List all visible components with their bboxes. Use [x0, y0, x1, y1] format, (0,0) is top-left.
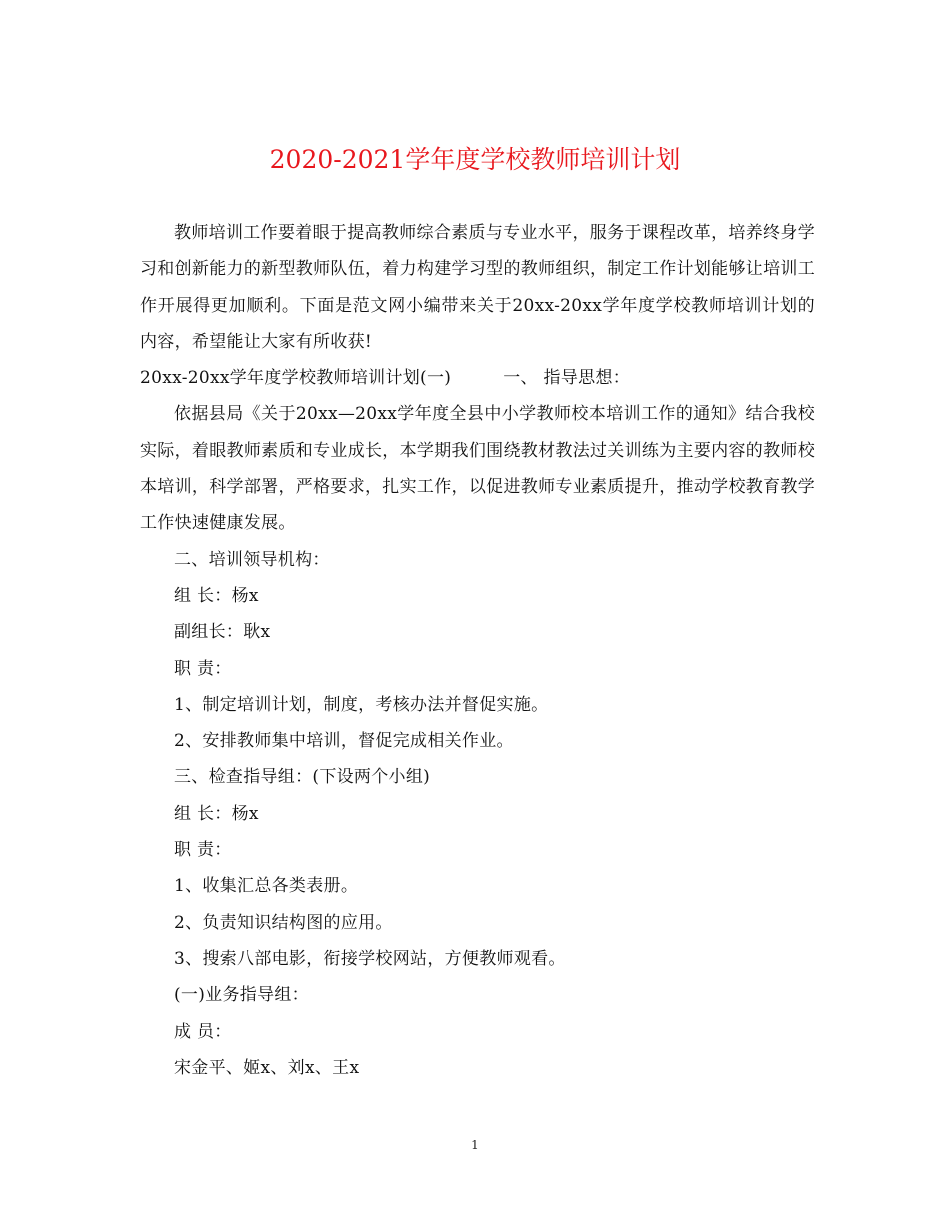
- inspection-heading: 三、检查指导组：(下设两个小组): [174, 767, 431, 788]
- inspection-duty-item: 2、负责知识结构图的应用。: [174, 912, 393, 933]
- guiding-heading: 一、 指导思想：: [503, 368, 631, 389]
- document-title: 2020-2021学年度学校教师培训计划: [269, 145, 681, 174]
- section-heading: 20xx-20xx学年度学校教师培训计划(一): [140, 368, 452, 389]
- duties-label: 职 责：: [174, 840, 232, 861]
- leadership-heading: 二、培训领导机构：: [174, 549, 330, 570]
- inspection-duty-item: 3、搜索八部电影，衔接学校网站，方便教师观看。: [174, 948, 566, 969]
- business-group-heading: (一)业务指导组：: [174, 985, 309, 1006]
- deputy-line: 副组长：耿x: [174, 622, 271, 643]
- inspection-leader-line: 组 长：杨x: [174, 803, 259, 824]
- section-heading-line: [140, 360, 815, 396]
- inspection-duty-item: 1、收集汇总各类表册。: [174, 876, 359, 897]
- duties-label: 职 责：: [174, 658, 232, 679]
- members-list: 宋金平、姬x、刘x、王x: [174, 1057, 360, 1078]
- document-body: [140, 215, 815, 1086]
- page-number: 1: [471, 1138, 479, 1152]
- intro-paragraph: 教师培训工作要着眼于提高教师综合素质与专业水平，服务于课程改革，培养终身学习和创新能力的新型教师队伍，着力构建学习型的教师组织，制定工作计划能够让培训工作开展得更加顺利。下面是范文网小编带来关于20xx-20xx学年度学校教师培训计划的内容，希望能让大家有所收获!: [140, 223, 815, 352]
- duty-item: 2、安排教师集中培训，督促完成相关作业。: [174, 731, 514, 752]
- duty-item: 1、制定培训计划，制度，考核办法并督促实施。: [174, 694, 549, 715]
- members-label: 成 员：: [174, 1021, 232, 1042]
- guiding-paragraph: 依据县局《关于20xx—20xx学年度全县中小学教师校本培训工作的通知》结合我校实际，着眼教师素质和专业成长，本学期我们围绕教材教法过关训练为主要内容的教师校本培训，科学部署，严格要求，扎实工作，以促进教师专业素质提升，推动学校教育教学工作快速健康发展。: [140, 404, 815, 534]
- leader-line: 组 长：杨x: [174, 585, 259, 606]
